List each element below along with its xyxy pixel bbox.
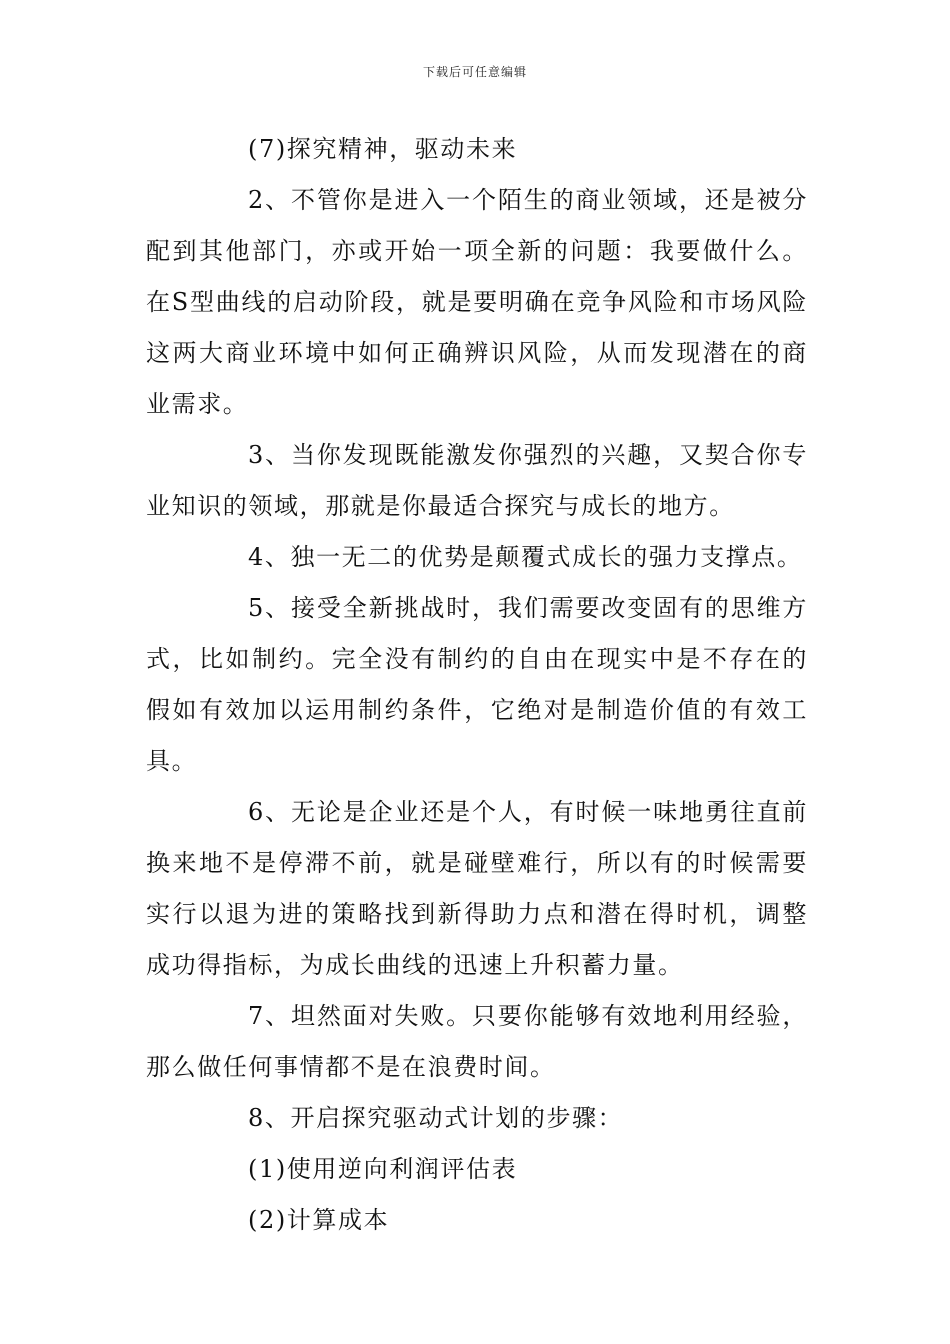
paragraph-item-3: 3、当你发现既能激发你强烈的兴趣，又契合你专业知识的领域，那就是你最适合探究与成长的地方。	[146, 441, 808, 520]
document-body	[146, 124, 808, 1246]
paragraph-heading-7: (7)探究精神，驱动未来	[248, 135, 518, 163]
page-header: 下载后可任意编辑	[422, 65, 527, 79]
paragraph-step-1: (1)使用逆向利润评估表	[248, 1155, 518, 1183]
paragraph-item-6: 6、无论是企业还是个人，有时候一味地勇往直前换来地不是停滞不前，就是碰壁难行，所以有的时候需要实行以退为进的策略找到新得助力点和潜在得时机，调整成功得指标，为成长曲线的迅速上升积蓄力量。	[146, 798, 808, 979]
paragraph-item-5: 5、接受全新挑战时，我们需要改变固有的思维方式，比如制约。完全没有制约的自由在现实中是不存在的假如有效加以运用制约条件，它绝对是制造价值的有效工具。	[146, 594, 808, 775]
paragraph-item-8: 8、开启探究驱动式计划的步骤：	[248, 1104, 624, 1132]
paragraph-item-7: 7、坦然面对失败。只要你能够有效地利用经验，那么做任何事情都不是在浪费时间。	[146, 1002, 808, 1081]
paragraph-item-2: 2、不管你是进入一个陌生的商业领域，还是被分配到其他部门，亦或开始一项全新的问题：我要做什么。在S型曲线的启动阶段，就是要明确在竞争风险和市场风险这两大商业环境中如何正确辨识风险，从而发现潜在的商业需求。	[146, 186, 808, 418]
paragraph-item-4: 4、独一无二的优势是颠覆式成长的强力支撑点。	[248, 543, 803, 571]
paragraph-step-2: (2)计算成本	[248, 1206, 390, 1234]
